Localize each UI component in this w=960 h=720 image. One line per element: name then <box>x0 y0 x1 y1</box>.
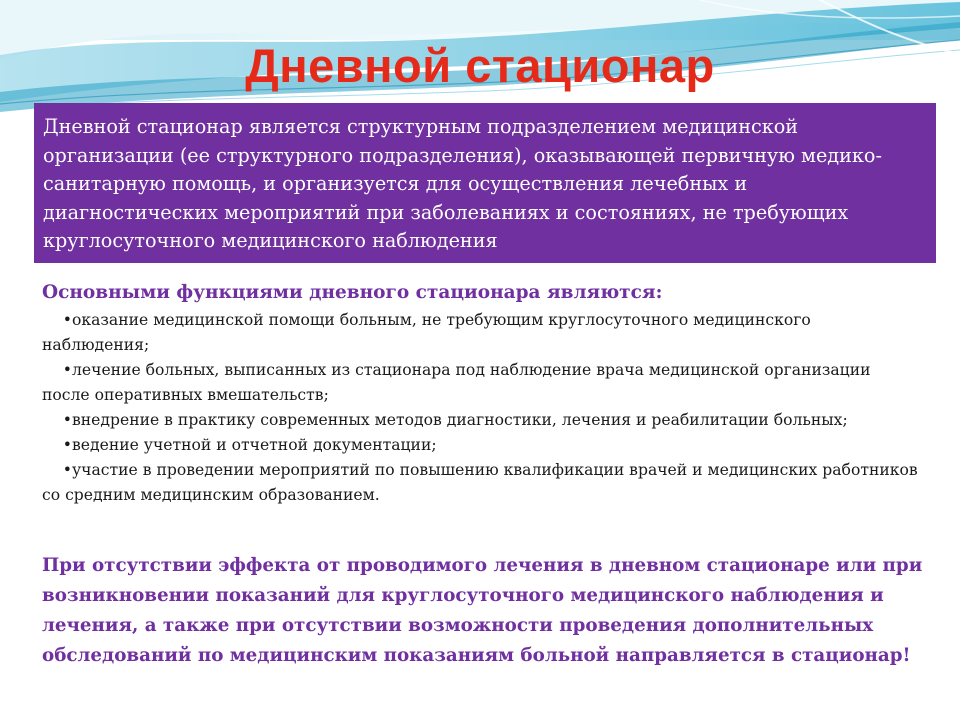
definition-text: Дневной стационар является структурным подразделением медицинской организации (ее структурного подразделения), оказывающей первичную медико-санитарную помощь, и организуется для осуществления лечебных и диагностических мероприятий при заболеваниях и состояниях, не требующих круглосуточного медицинского наблюдения <box>43 115 882 253</box>
functions-section <box>42 280 922 508</box>
list-item <box>42 433 922 458</box>
bullet-icon: • <box>62 436 72 454</box>
list-item-text: участие в проведении мероприятий по повышению квалификации врачей и медицинских работников со средним медицинским образованием. <box>42 461 918 504</box>
list-item-text: оказание медицинской помощи больным, не требующим круглосуточного медицинского наблюдения; <box>42 311 811 354</box>
list-item <box>42 358 922 408</box>
functions-list <box>42 308 922 508</box>
bullet-icon: • <box>62 311 72 329</box>
list-item-text: ведение учетной и отчетной документации; <box>72 436 437 454</box>
definition-box <box>34 103 936 263</box>
list-item <box>42 308 922 358</box>
list-item-text: лечение больных, выписанных из стационара под наблюдение врача медицинской организации после оперативных вмешательств; <box>42 361 871 404</box>
list-item <box>42 408 922 433</box>
bullet-icon: • <box>62 361 72 379</box>
list-item-text: внедрение в практику современных методов диагностики, лечения и реабилитации больных; <box>72 411 848 429</box>
conclusion-text: При отсутствии эффекта от проводимого лечения в дневном стационаре или при возникновении показаний для круглосуточного медицинского наблюдения и лечения, а также при отсутствии возможности проведения дополнительных обследований по медицинским показаниям больной направляется в стационар! <box>42 555 923 666</box>
slide-title: Дневной стационар <box>245 39 715 92</box>
list-item <box>42 458 922 508</box>
bullet-icon: • <box>62 461 72 479</box>
functions-heading: Основными функциями дневного стационара являются: <box>42 282 663 303</box>
bullet-icon: • <box>62 411 72 429</box>
